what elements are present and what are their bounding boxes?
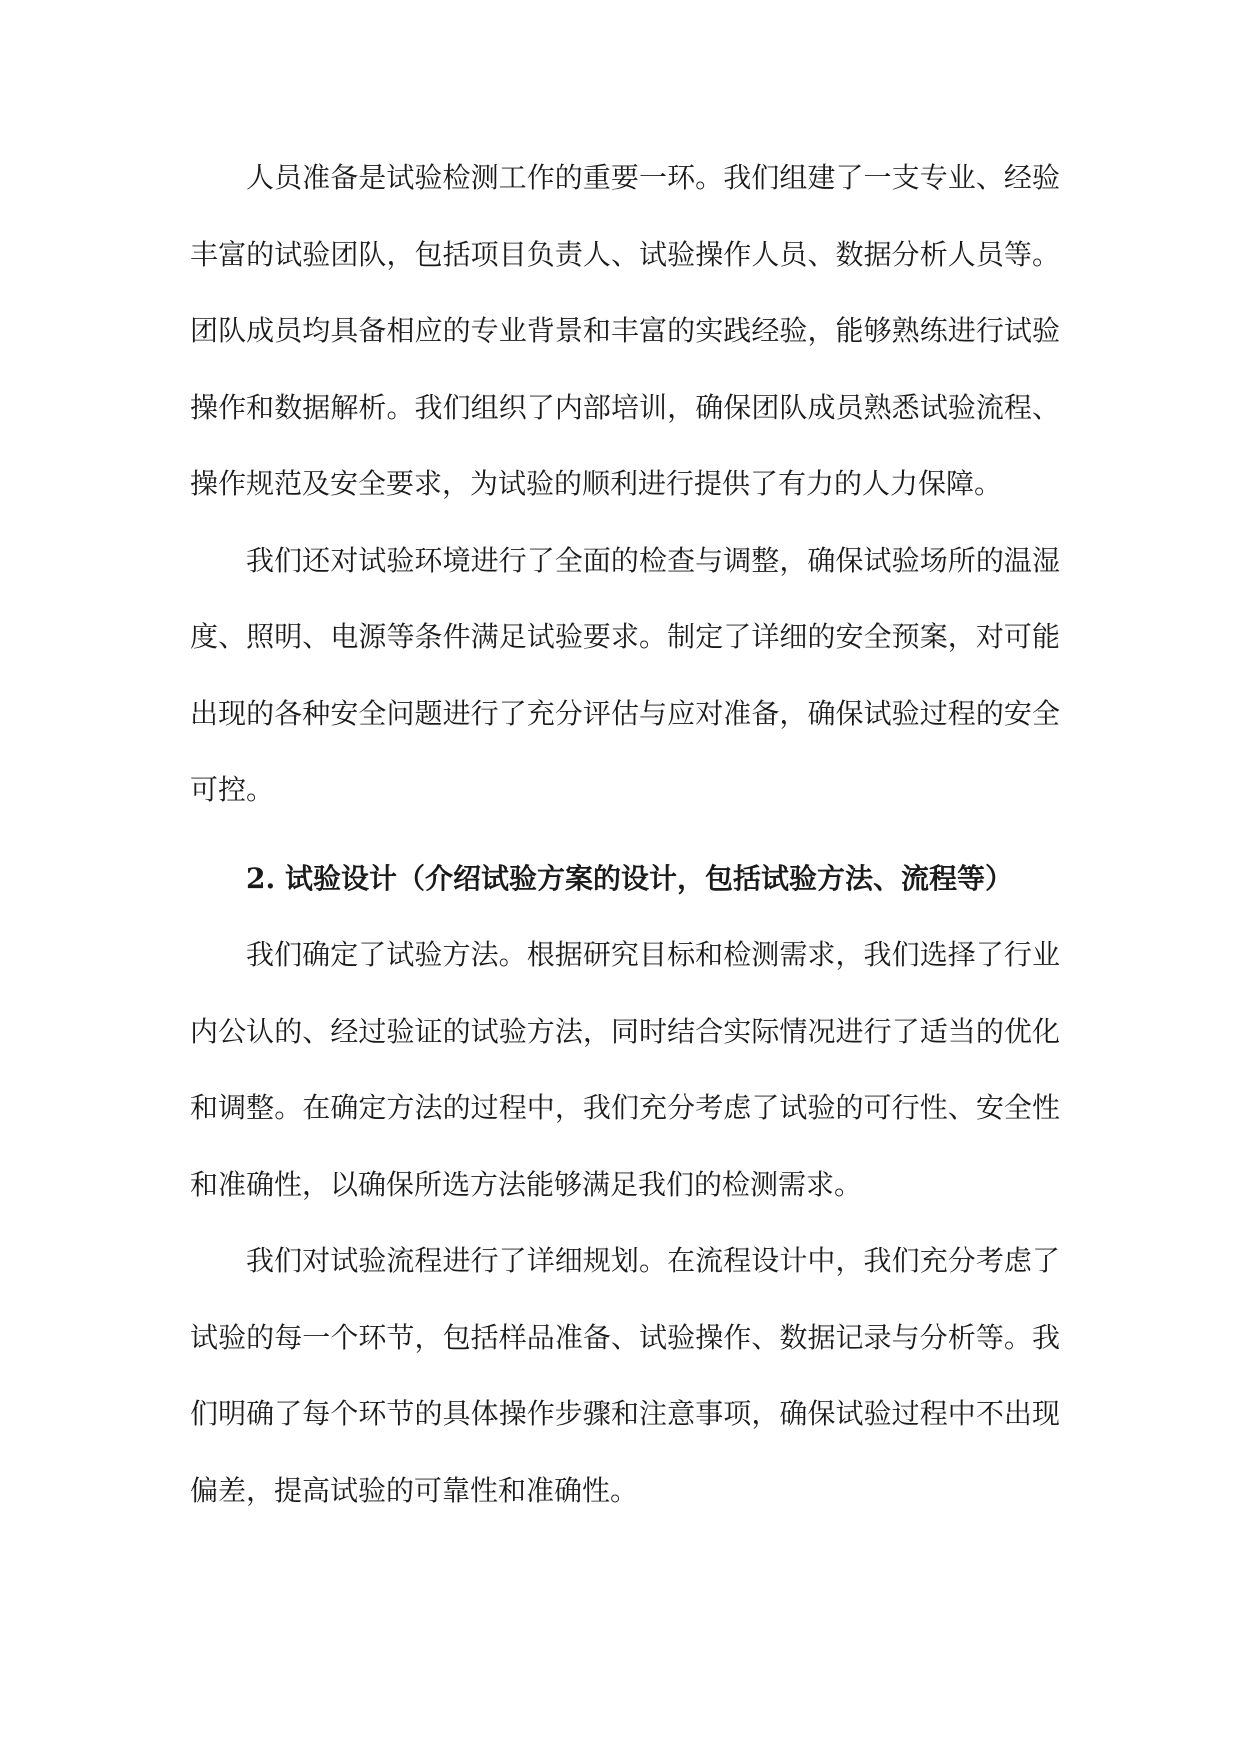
paragraph-personnel-preparation: 人员准备是试验检测工作的重要一环。我们组建了一支专业、经验丰富的试验团队，包括项目负责人、试验操作人员、数据分析人员等。团队成员均具备相应的专业背景和丰富的实践经验，能够熟练进行试验操作和数据解析。我们组织了内部培训，确保团队成员熟悉试验流程、操作规范及安全要求，为试验的顺利进行提供了有力的人力保障。 <box>190 161 1060 500</box>
section-heading-test-design: 2. 试验设计（介绍试验方案的设计，包括试验方法、流程等） <box>246 861 1013 895</box>
paragraph-test-method: 我们确定了试验方法。根据研究目标和检测需求，我们选择了行业内公认的、经过验证的试验方法，同时结合实际情况进行了适当的优化和调整。在确定方法的过程中，我们充分考虑了试验的可行性、安全性和准确性，以确保所选方法能够满足我们的检测需求。 <box>190 938 1060 1201</box>
paragraph-environment-check: 我们还对试验环境进行了全面的检查与调整，确保试验场所的温湿度、照明、电源等条件满足试验要求。制定了详细的安全预案，对可能出现的各种安全问题进行了充分评估与应对准备，确保试验过程的安全可控。 <box>190 543 1060 806</box>
document-body <box>190 140 1060 1529</box>
paragraph-test-process: 我们对试验流程进行了详细规划。在流程设计中，我们充分考虑了试验的每一个环节，包括样品准备、试验操作、数据记录与分析等。我们明确了每个环节的具体操作步骤和注意事项，确保试验过程中不出现偏差，提高试验的可靠性和准确性。 <box>190 1244 1060 1507</box>
